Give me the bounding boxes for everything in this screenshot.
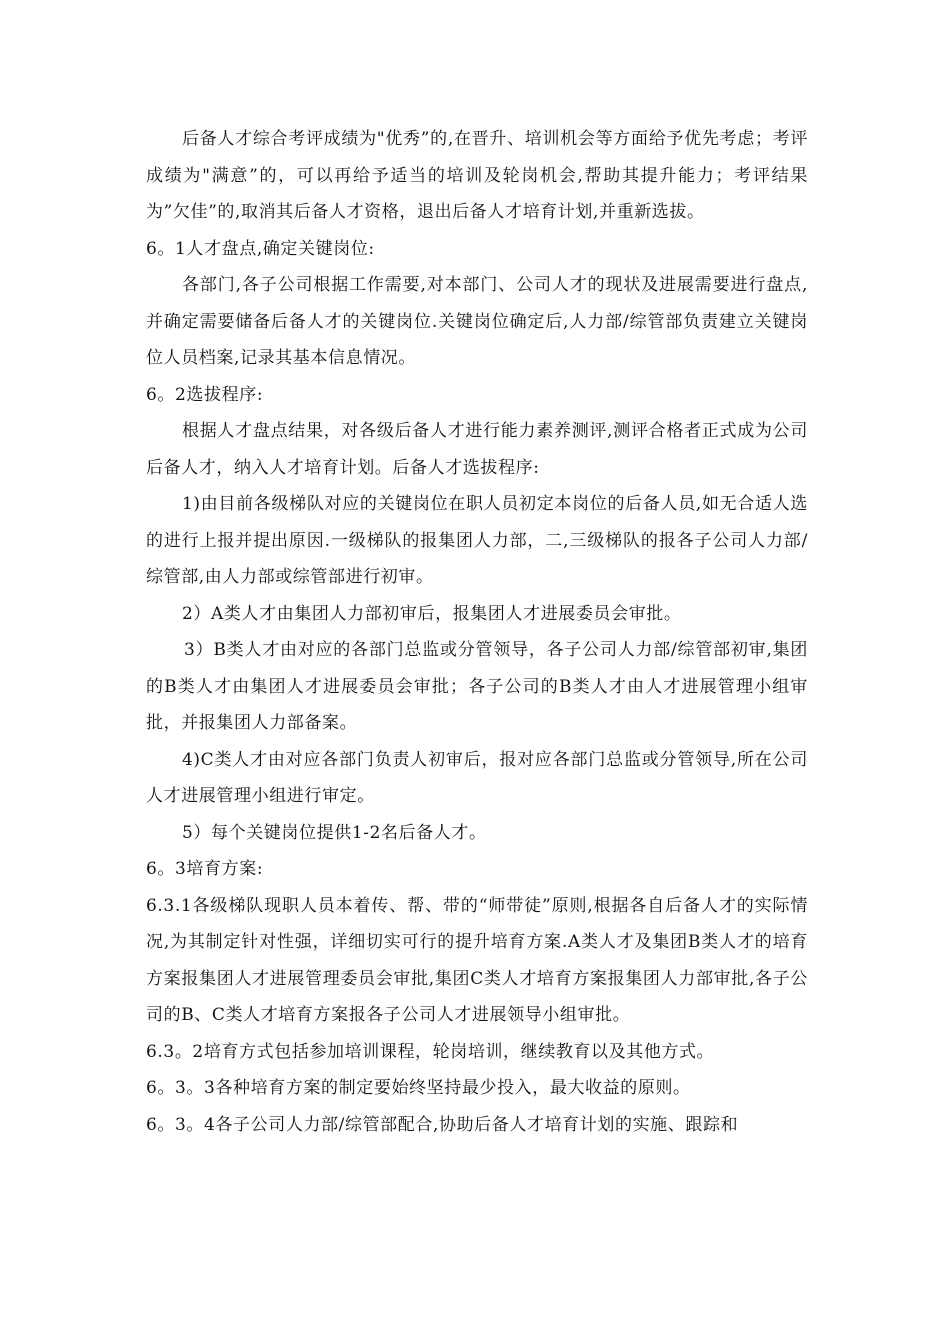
paragraph-selection-intro: 根据人才盘点结果，对各级后备人才进行能力素养测评,测评合格者正式成为公司后备人才，纳入人才培育计划。后备人才选拔程序: <box>146 421 808 478</box>
paragraph-evaluation-results: 后备人才综合考评成绩为"优秀”的,在晋升、培训机会等方面给予优先考虑；考评成绩为"满意”的，可以再给予适当的培训及轮岗机会,帮助其提升能力；考评结果为”欠佳”的,取消其后备人才资格，退出后备人才培育计划,并重新选拔。 <box>146 129 808 222</box>
list-item-selection-3: 3）B类人才由对应的各部门总监或分管领导，各子公司人力部/综管部初审,集团的B类人才由集团人才进展委员会审批；各子公司的B类人才由人才进展管理小组审批，并报集团人力部备案。 <box>146 640 808 733</box>
paragraph-6-3-2: 6.3。2培育方式包括参加培训课程，轮岗培训，继续教育以及其他方式。 <box>146 1041 715 1062</box>
heading-6-2-selection-procedure: 6。2选拔程序: <box>146 384 264 405</box>
paragraph-6-3-4: 6。3。4各子公司人力部/综管部配合,协助后备人才培育计划的实施、跟踪和 <box>146 1114 739 1135</box>
heading-6-3-training-plan: 6。3培育方案: <box>146 859 264 879</box>
list-item-selection-2: 2）A类人才由集团人力部初审后，报集团人才进展委员会审批。 <box>182 603 682 624</box>
paragraph-6-3-1: 6.3.1各级梯队现职人员本着传、帮、带的“师带徒”原则,根据各自后备人才的实际情况,为其制定针对性强，详细切实可行的提升培育方案.A类人才及集团B类人才的培育方案报集团人才进展管理委员会审批,集团C类人才培育方案报集团人力部审批,各子公司的B、C类人才培育方案报各子公司人才进展领导小组审批。 <box>146 895 808 1025</box>
document-body <box>146 121 808 1143</box>
paragraph-6-3-3: 6。3。3各种培育方案的制定要始终坚持最少投入，最大收益的原则。 <box>146 1078 691 1098</box>
list-item-selection-4: 4)C类人才由对应各部门负责人初审后，报对应各部门总监或分管领导,所在公司人才进展管理小组进行审定。 <box>146 749 808 806</box>
list-item-selection-1: 1)由目前各级梯队对应的关键岗位在职人员初定本岗位的后备人员,如无合适人选的进行上报并提出原因.一级梯队的报集团人力部，二,三级梯队的报各子公司人力部/综管部,由人力部或综管部进行初审。 <box>146 494 808 587</box>
list-item-selection-5: 5）每个关键岗位提供1-2名后备人才。 <box>182 822 487 843</box>
heading-6-1-talent-inventory: 6。1人才盘点,确定关键岗位: <box>146 238 375 259</box>
paragraph-talent-inventory: 各部门,各子公司根据工作需要,对本部门、公司人才的现状及进展需要进行盘点,并确定需要储备后备人才的关键岗位.关键岗位确定后,人力部/综管部负责建立关键岗位人员档案,记录其基本信息情况。 <box>146 275 808 368</box>
